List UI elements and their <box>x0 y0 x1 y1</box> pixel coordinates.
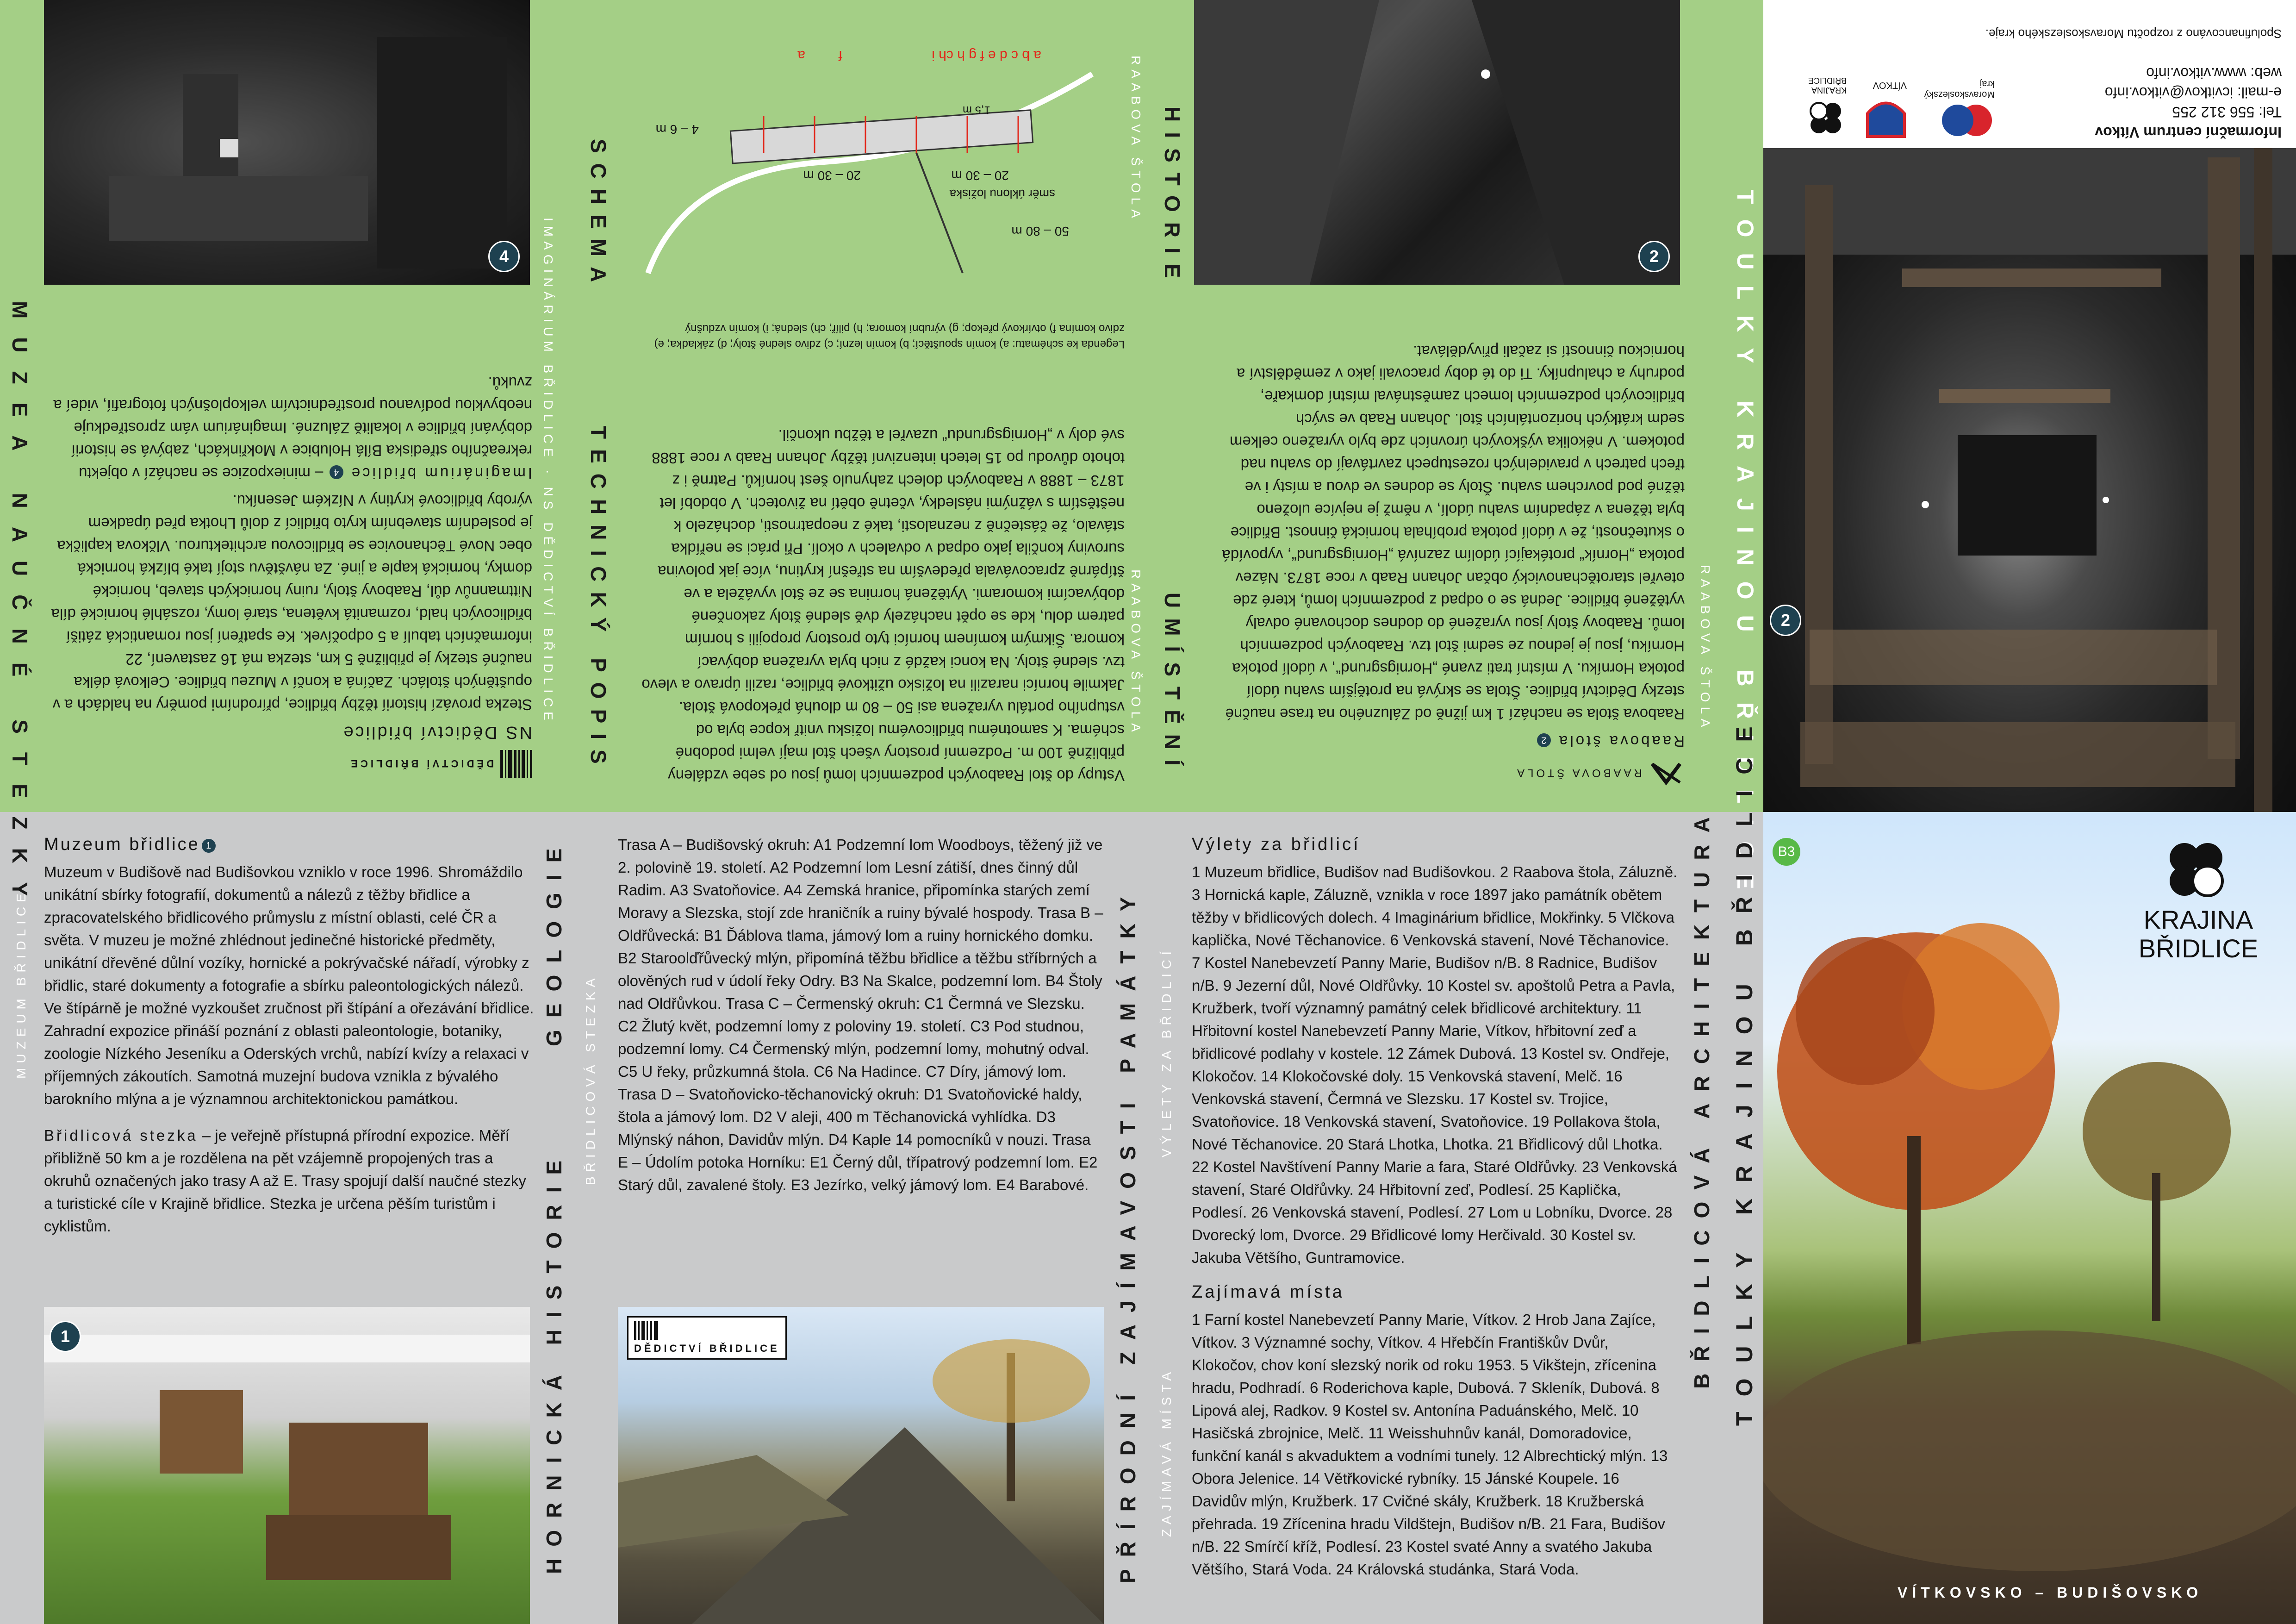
vt-historie: HISTORIE <box>1160 106 1184 288</box>
label-width-1: 20 – 30 m <box>951 169 1009 183</box>
schema-svg <box>639 14 1101 292</box>
vt-muzeum-bridlice: MUZEUM BŘIDLICE <box>14 889 28 1079</box>
cover-photo <box>1763 812 2296 1624</box>
technical-description-block <box>639 361 1125 787</box>
cover-region: VÍTKOVSKO – BUDIŠOVSKO <box>1898 1584 2203 1601</box>
ns-dedictvi-text-block <box>42 324 532 778</box>
vt-muzea: MUZEA NAUČNÉ STEZKY <box>8 301 32 915</box>
raabova-stola-logo-icon <box>1222 759 1685 787</box>
slate-heap-photo <box>618 1307 1104 1624</box>
vylety-text-block <box>1192 833 1678 1585</box>
cover-badge: B3 <box>1773 838 1800 866</box>
photo-number-badge: 2 <box>1770 605 1801 636</box>
vt-raabova-sub-2: RAABOVA ŠTOLA <box>1129 569 1143 737</box>
muzeum-heading-badge: 1 <box>202 839 216 853</box>
badge-4: 4 <box>330 465 343 479</box>
info-funding: Spolufinancováno z rozpočtu Moravskoslezského kraje. <box>1985 27 2282 41</box>
label-letters: a b c d e f g h ch i <box>932 48 1041 63</box>
schema-legend: Legenda ke schématu: a) komín spouštěcí; b) komín lezní; c) zdivo sledné štoly; d) základka; e) zdivo komína f) otvírkový překop; g) výrubní komora; h) pilíř; ch) sledná; i) komín vzdušný <box>654 322 1125 350</box>
rock-tunnel-illustration <box>1194 0 1680 285</box>
vt-toulky-krajinou: TOULKY KRAJINOU BŘIDLICE <box>1731 711 1757 1426</box>
imaginarium-heading: Imaginárium břidlice <box>349 465 532 482</box>
kraj-logo-text: Moravskoslezský kraj <box>1924 79 1995 100</box>
vt-zajimava-mista: ZAJÍMAVÁ MÍSTA <box>1159 1367 1174 1537</box>
dedictvi-barcode-icon <box>627 1316 787 1360</box>
muzeum-text-block <box>44 833 535 1242</box>
stezka-lead: Břidlicová stezka <box>44 1127 198 1144</box>
muzeum-body: Muzeum v Budišově nad Budišovkou vzniklo v roce 1996. Shromáždilo unikátní sbírky fotografií, dokumentů a nálezů z těžby břidlice a zpracovatelského břidlicového průmyslu z místní oblasti, celé ČR a světa. V muzeu je možné zhlédnout jedinečné historické předměty, unikátní dřevěné důlní vozíky, hornické a pokrývačské nářadí, výrobky z břidlic, staré dokumenty a fotografie a sbírku paleontologických nálezů. Ve štípárně je možné vyzkoušet zručnost při štípání a ořezávání břidlice. Zahradní expozice přináší poznání z oblasti paleontologie, botaniky, zoologie Nízkého Jeseníku a Oderských vrchů, nabízí kvízy a relaxaci v příjemných zákoutích. Samotná muzejní budova vznikla z bývalého barokního mlýna a je významnou architektonickou památkou. <box>44 863 534 1107</box>
raabova-body: Raabova štola se nachází 1 km jižně od Záluzného na trase naučné stezky Dědictví břidlice. Štola se skrývá na protějším svahu údolí potoka Horníku. V místní trati zvané „Hornigsgrund“, v údolí potoka Horníku, jsou je jednou ze sedmi štol tzv. Raabových podzemních lomů. Raabovy štoly jsou vyražené do dodnes dochované odvaly vytěžené břidlice. Jedná se o odpad z podzemních lomů, které zde otevřel starotěchanovický občan Johann Raab v roce 1873. Název potoka „Horník“ protékající údolím zaznívá „Hornigsgrund“, vypovídá o skutečnosti, že v údolí potoka probíhala hornická činnost. Břidlice byla těžena v západním svahu údolí, v němž je nejvíce uloženo těžné pod povrchem svahu. Štoly se dodnes ve dvou a místy i ve třech patrech v pravidelných rozestupech zavrtávají do svahu nad potokem. V několika výškových úrovních zde bylo vyraženo celkem sedm krátkých horizontálních štol. Johann Raab ve svých břidlicových podzemních lomech zaměstnával místní domkaře, podruhy a chalupníky. Ti do té doby pracovali jako v zemědělství a hornickou činností si začali přivydělávat. <box>1222 343 1685 723</box>
vylety-heading: Výlety za břidlicí <box>1192 835 1361 854</box>
dedictvi-logo-text: DĚDICTVÍ BŘIDLICE <box>634 1343 780 1354</box>
vt-imaginarium-sub: IMAGINÁRIUM BŘIDLICE · NS DĚDICTVÍ BŘIDLICE <box>541 218 555 725</box>
vt-vylety-za-bridlici: VÝLETY ZA BŘIDLICÍ <box>1159 947 1174 1157</box>
stezka-body: – je veřejně přístupná přírodní expozice. Měří přibližně 50 km a je rozdělena na pět vzájemně propojených tras a okruhů označených jako trasy A až E. Trasy spojují další naučné stezky a turistické cíle v Krajině břidlice. Stezka je určena pěším turistům i cyklistům. <box>44 1127 526 1235</box>
vt-raabova-sub-1: RAABOVA ŠTOLA <box>1129 56 1143 223</box>
mine-timber-illustration <box>1763 148 2296 812</box>
vt-geologie: GEOLOGIE <box>542 836 566 1046</box>
label-15: 1,5 m <box>962 104 990 116</box>
raabova-logo-text: RAABOVA ŠTOLA <box>1514 767 1642 780</box>
muzeum-heading: Muzeum břidlice <box>44 835 200 854</box>
badge-2: 2 <box>1537 733 1551 747</box>
vt-bridlicova-architektura: BŘIDLICOVÁ ARCHITEKTURA <box>1690 805 1714 1389</box>
museum-interior-photo <box>44 1307 530 1624</box>
mista-body: 1 Farní kostel Nanebevzetí Panny Marie, Vítkov. 2 Hrob Jana Zajíce, Vítkov. 3 Významné sochy, Vítkov. 4 Hřebčín Františkův Dvůr, Klokočov, chov koní slezský norik od roku 1953. 5 Vikštejn, zřícenina hradu, Podhradí. 6 Roderichova kaple, Dubová. 7 Skleník, Dubová. 8 Lipová alej, Radkov. 9 Kostel sv. Antonína Paduánského, Melč. 10 Hasičská zbrojnice, Melč. 11 Weisshuhnův kanál, Domoradovice, funkční kanál s akvaduktem a vodními tunely. 12 Albrechtický mlýn. 13 Obora Jelenice. 14 Větřkovické rybníky. 15 Jánské Koupele. 16 Davidův mlýn, Kružberk. 17 Cvičné skály, Kružberk. 18 Kružberská přehrada. 19 Zřícenina hradu Vildštejn, Budišov n/B. 21 Fara, Budišov n/B. 22 Smírčí kříž, Podlesí. 23 Kostel svaté Anny a svatého Jakuba Většího, Stará Voda. 24 Královská studánka, Stará Voda. <box>1192 1311 1668 1578</box>
label-a: a <box>797 48 805 63</box>
vt-hornicka-historie: HORNICKÁ HISTORIE <box>542 1148 566 1574</box>
krajina-logo-line2: BŘIDLICE <box>2138 934 2259 963</box>
vt-bridlicova-stezka: BŘIDLICOVÁ STEZKA <box>583 974 597 1185</box>
clover-logo-icon <box>2157 837 2235 904</box>
vt-schema: SCHEMA <box>586 139 610 293</box>
info-tel: Tel: 556 312 255 <box>2172 104 2282 120</box>
info-email: e-mail: icvitkov@vitkov.info <box>2104 84 2282 101</box>
krajina-bridlice-logo-icon <box>1791 69 1847 139</box>
technical-body: Vstupy do štol Raabových podzemních lomů jsou od sebe vzdáleny přibližně 100 m. Podzemní prostory všech štol mají velmi podobné schéma. K samotnému břidlicovému ložisku vnitř kopce byla od vstupního portálu vyražena asi 50 – 80 m dlouhá překopová štola. Jakmile horníci narazili na ložisko užitkové břidlice, razili úpravo a vlevo tzv. sledné štoly. Na konci každé z nich byla vyražena dobývací komora. Šikmým komínem horníci tyto prostory propojili s horním patrem dolu, kde se opět nacházely dvě sledné štoly zakončené dobývacími komorami. Vytěžená hornina se ze štol vyvážela a ve štípárně zpracovávala především na střešní krytinu, více jak polovina suroviny končila jako odpad v odvalech v okolí. Při práci se neřídka stávalo, že částečně z neznalosti, také z neopatrnosti, docházelo k neštěstím s vážnými následky, včetně obětí na životech. V období let 1873 – 1888 v Raabových dolech zahynulo šest horníků. Patrně i z tohoto důvodu po 15 letech intenzivní těžby Johann Raab v roce 1888 své doly v „Hornigsgrundu“ uzavřel a těžbu ukončil. <box>641 427 1125 784</box>
vitkov-crest-icon <box>1860 69 1907 139</box>
dedictvi-barcode-icon <box>42 750 532 778</box>
photo-number-badge: 1 <box>50 1321 81 1352</box>
vt-prirodni-zajimavosti: PŘÍRODNÍ ZAJÍMAVOSTI PAMÁTKY <box>1116 885 1140 1583</box>
mista-heading: Zajímavá místa <box>1192 1282 1344 1302</box>
info-center-block <box>1768 9 2291 144</box>
label-direction: směr úklonu ložiska <box>949 187 1055 201</box>
exhibition-illustration <box>44 0 530 285</box>
vitkov-logo-text: VÍTKOV <box>1873 80 1907 90</box>
info-web: web: www.vitkov.info <box>2146 65 2282 81</box>
vt-toulky-top: TOULKY KRAJINOU BŘIDLICE <box>1732 190 1758 905</box>
label-length: 50 – 80 m <box>1011 224 1069 238</box>
label-height: 4 – 6 m <box>655 122 699 137</box>
trasy-text-block: Trasa A – Budišovský okruh: A1 Podzemní lom Woodboys, těžený již ve 2. polovině 19. století. A2 Podzemní lom Lesní zátiší, dnes činný důl Radim. A3 Svatoňovice. A4 Zemská hranice, připomínka starých zemí Moravy a Slezska, stojí zde hraničník a ruiny bývalé hospody. Trasa B – Oldřůvecká: B1 Ďáblova tlama, jámový lom a ruiny hornického domku. B2 Staroolďřůvecký mlýn, připomíná těžbu břidlice a těžbu stříbrných a olověných rud v údolí řeky Odry. B3 Na Skalce, podzemní lom. B4 Štoly nad Oldřůvkou. Trasa C – Čermenský okruh: C1 Čermná ve Slezsku. C2 Žlutý květ, podzemní lomy z poloviny 19. století. C3 Pod studnou, podzemní lomy. C4 Čermenský mlýn, podzemní lomy, mohutný odval. C5 U řeky, průzkumná štola. C6 Na Hadince. C7 Díry, jámový lom. Trasa D – Svatoňovicko-těchanovický okruh: D1 Svatoňovické haldy, štola a jámový lom. D2 V aleji, 400 m Těchanovická vyhlídka. D3 Mlýnský náhon, Davidův mlýn. D4 Kaple 14 pomocníků v nouzi. Trasa E – Údolím potoka Horníku: E1 Černý důl, třípatrový podzemní lom. E2 Starý důl, zavalené štoly. E3 Jezírko, velký jámový lom. E4 Barabové. <box>618 836 1103 1193</box>
vt-technicky-popis: TECHNICKÝ POPIS <box>586 426 610 774</box>
moravskoslezsky-kraj-logo-icon <box>1925 79 1995 139</box>
photo-number-badge: 4 <box>488 241 520 272</box>
label-width-2: 20 – 30 m <box>803 169 861 183</box>
imaginarium-photo <box>44 0 530 285</box>
photo-number-badge: 2 <box>1638 241 1670 272</box>
mine-schema-diagram <box>639 14 1101 292</box>
krajina-logo-line1: KRAJINA <box>2143 905 2253 934</box>
ns-heading: NS Dědictví břidlice <box>342 723 532 742</box>
krajina-logo-text: KRAJINA BŘIDLICE <box>1808 76 1847 95</box>
imaginarium-body: – miniexpozice se nachází v objektu rekreačního střediska Bílá Holubice v Mokřinkách, zabývá se historií dobývání břidlice v lokalitě Záluzné. Imaginárium vám zprostředkuje neobyvklou podívanou prostřednictvím velkoplošných fotografií, videí a zvuků. <box>53 374 532 482</box>
vylety-body: 1 Muzeum břidlice, Budišov nad Budišovkou. 2 Raabova štola, Záluzně. 3 Hornická kaple, Záluzně, vznikla v roce 1897 jako památník obětem těžby v břidlicových dolech. 4 Imaginárium břidlice, Mokřinky. 5 Vlčkova kaplička, Nové Těchanovice. 6 Venkovská stavení, Nové Těchanovice. 7 Kostel Nanebevzetí Panny Marie, Budišov n/B. 8 Radnice, Budišov n/B. 9 Jezerní důl, Nové Oldřůvky. 10 Kostel sv. apoštolů Petra a Pavla, Kružberk, tvoří významný památný celek břidlicové architektury. 11 Hřbitovní kostel Nanebevzetí Panny Marie, Vítkov, hřbitovní zeď a břidlicové podlahy v kostele. 12 Zámek Dubová. 13 Kostel sv. Ondřeje, Klokočov. 14 Klokočovské doly. 15 Venkovská stavení, Melč. 16 Venkovská stavení, Čermná ve Slezsku. 17 Kostel sv. Trojice, Svatoňovice. 18 Venkovská stavení, Svatoňovice. 19 Pollakova štola, Nové Těchanovice. 20 Stará Lhotka, Lhotka. 21 Břidlicový důl Lhotka. 22 Kostel Navštívení Panny Marie a fara, Staré Oldřůvky. 23 Venkovská stavení, Staré Oldřůvky. 24 Hřbitovní zeď, Podlesí. 25 Kaplička, Podlesí. 26 Venkovská stavení, Podlesí. 27 Lom u Lobníku, Dvorce. 28 Dvorecký lom, Dvorce. 29 Břidlicové lomy Herčivald. 30 Kostel sv. Jakuba Většího, Guntramovice. <box>1192 863 1678 1266</box>
raabova-stola-interior-photo <box>1194 0 1680 285</box>
info-heading: Informační centrum Vítkov <box>2095 124 2282 141</box>
mine-cart-illustration <box>44 1307 530 1624</box>
raabova-stola-text-block <box>1222 324 1685 787</box>
mine-shaft-photo <box>1763 148 2296 812</box>
ns-body: Stezka provází historií těžby břidlice, přírodními poměry na haldách a v opuštěných štolách. Začíná a končí v Muzeu břidlice. Celková délka naučné stezky je přibližně 5 km, stezka má 16 zastavení, 22 informačních tabulí a 5 odpočívek. Ke spatření jsou romantická zátiší břidlicových hald, rozmanitá květena, staré lomy, rozsáhlé hornické díla Nittmannův důl, Raabovy štoly, ruiny hornických staveb, hornické domky, hornická kaple a jiné. Za návštěvu stojí také blízká hornická obec Nové Těchanovice se břidlicovou architekturou. Vlčkova kaplička je posledním stavebním kryto břidlicí z dolů Lhotka před úpadkem výroby břidlicové krytiny v Nízkém Jeseníku. <box>51 492 532 713</box>
vt-umisteni: UMÍSTĚNÍ <box>1160 593 1184 776</box>
raabova-heading: Raabova štola <box>1557 733 1685 750</box>
dedictvi-logo-text: DĚDICTVÍ BŘIDLICE <box>348 758 494 770</box>
vt-raabova-top-sub: RAABOVA ŠTOLA <box>1698 565 1712 732</box>
label-f: f <box>838 48 842 63</box>
